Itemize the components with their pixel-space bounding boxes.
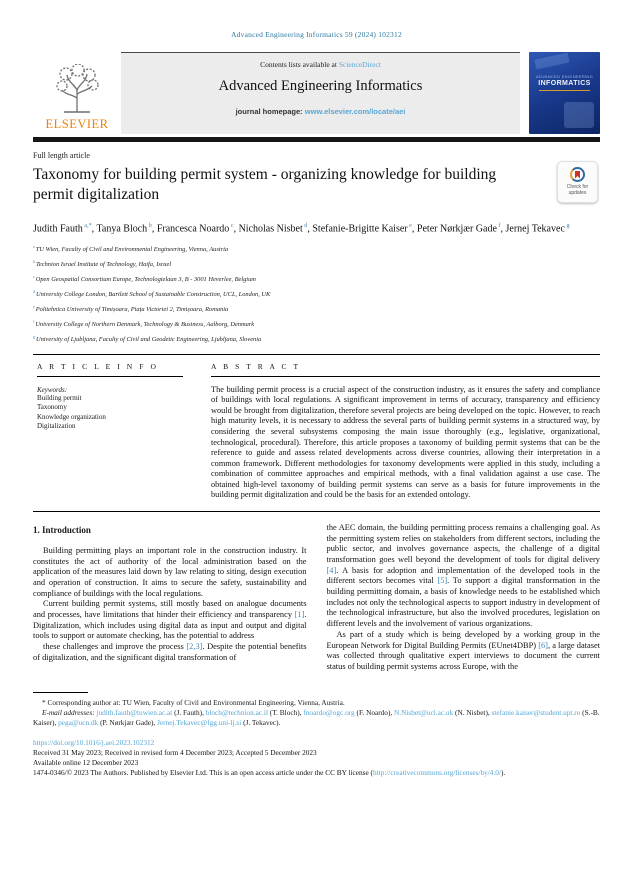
text-segment: Judith Fauth xyxy=(33,223,83,235)
text-segment: University College of Northern Denmark, Technology & Business, Aalborg, Denmark xyxy=(35,321,255,329)
received-dates-line: Received 31 May 2023; Received in revised form 4 December 2023; Accepted 5 December 2023 xyxy=(33,747,317,757)
footnote-block xyxy=(33,692,600,729)
text-segment: g xyxy=(564,222,570,229)
text-segment: d xyxy=(33,289,36,295)
available-online-line: Available online 12 December 2023 xyxy=(33,757,139,767)
text-segment: these challenges and improve the process xyxy=(43,642,187,652)
affiliation-f xyxy=(33,316,600,331)
elsevier-wordmark: ELSEVIER xyxy=(45,117,109,131)
crossmark-icon xyxy=(570,167,585,182)
email-gade[interactable]: pega@ucn.dk xyxy=(58,718,99,728)
text-segment: c xyxy=(33,274,36,280)
text-segment: E-mail addresses: xyxy=(42,707,97,717)
author-list xyxy=(33,218,573,237)
affiliation-c xyxy=(33,271,600,286)
text-segment: (P. Nørkjær Gade), xyxy=(98,718,158,728)
text-segment: e xyxy=(33,304,36,310)
info-abstract-section xyxy=(33,354,600,512)
citation-5[interactable]: [5] xyxy=(437,576,448,586)
text-segment: , Tanya Bloch xyxy=(91,223,148,235)
journal-cover-thumbnail xyxy=(529,52,600,134)
text-segment: University College London, Bartlett School of Sustainable Construction, UCL, London, UK xyxy=(35,291,271,299)
email-fauth[interactable]: judith.fauth@tuwien.ac.at xyxy=(96,707,173,717)
email-kaiser[interactable]: stefanie.kaiser@student.upt.ro xyxy=(491,707,581,717)
email-bloch[interactable]: bloch@technion.ac.il xyxy=(205,707,268,717)
affiliation-d xyxy=(33,286,600,301)
email-noardo[interactable]: fnoardo@ogc.org xyxy=(303,707,355,717)
email-tekavec[interactable]: Jernej.Tekavec@fgg.uni-lj.si xyxy=(157,718,242,728)
cover-art-shape xyxy=(564,102,594,128)
badge-line2: updates xyxy=(568,190,587,196)
text-segment: As part of a study which is being developed by a working group in the European Network for Digital Building Permits (EUnet4DBP) xyxy=(326,629,600,650)
right-column xyxy=(327,523,601,673)
paragraph xyxy=(33,546,307,600)
text-segment: . A basis for adoption and implementation of the developed tools in the different sectors becomes vital xyxy=(326,565,600,586)
bookmark-icon xyxy=(575,171,580,179)
paragraph xyxy=(33,599,307,642)
text-segment: b xyxy=(33,259,36,265)
text-segment: (F. Noardo), xyxy=(354,707,395,717)
citation-6[interactable]: [6] xyxy=(538,640,548,650)
keyword-item: Knowledge organization xyxy=(37,412,106,421)
citation-4[interactable]: [4] xyxy=(326,565,337,575)
section-heading-introduction: 1. Introduction xyxy=(33,524,91,535)
keywords-label: Keywords: xyxy=(37,385,68,394)
cover-title-line2: INFORMATICS xyxy=(538,80,591,87)
elsevier-tree-icon xyxy=(54,64,100,116)
cover-title-line1: ADVANCED ENGINEERING xyxy=(535,74,594,79)
paragraph xyxy=(327,630,601,673)
text-segment: , Peter Nørkjær Gade xyxy=(411,223,497,235)
article-title: Taxonomy for building permit system - organizing knowledge for building permit digitalization xyxy=(33,166,497,203)
text-segment: . Digitalization, which includes using digital data as input and output and digital tools to support or automate checking, has the potential to address xyxy=(33,610,307,641)
text-segment: journal homepage: xyxy=(235,107,305,116)
sciencedirect-link[interactable]: ScienceDirect xyxy=(338,60,381,69)
email-addresses-note xyxy=(33,708,600,729)
text-segment: f xyxy=(33,318,36,324)
affiliation-a xyxy=(33,241,600,256)
text-segment: , a large dataset was collected through qualitative expert interviews to document the current status of building permit systems across Europe, with the xyxy=(326,640,601,671)
text-segment: (S.-B. Kaiser), xyxy=(33,707,600,728)
email-nisbet[interactable]: N.Nisbet@ucl.ac.uk xyxy=(394,707,454,717)
left-column xyxy=(33,523,307,673)
text-segment: (J. Fauth), xyxy=(172,707,206,717)
text-segment: * Corresponding author at: TU Wien, Faculty of Civil and Environmental Engineering, Vienna, Austria. xyxy=(42,697,345,707)
citation-1[interactable]: [1] xyxy=(294,610,305,620)
homepage-link[interactable]: www.elsevier.com/locate/aei xyxy=(304,107,406,116)
contents-available-line xyxy=(121,60,520,69)
text-segment: Technion Israel Institute of Technology, Haifa, Israel xyxy=(35,261,172,269)
text-segment: Current building permit systems, still mostly based on analogue documents and processes, have limitations that hinder their efficiency and transparency xyxy=(33,599,307,620)
journal-title: Advanced Engineering Informatics xyxy=(218,78,423,94)
citation-2-3[interactable]: [2,3] xyxy=(186,642,203,652)
check-updates-label xyxy=(567,184,588,196)
text-segment: , Stefanie-Brigitte Kaiser xyxy=(307,223,408,235)
journal-header xyxy=(33,52,600,134)
text-segment: f xyxy=(496,222,501,229)
keyword-item: Digitalization xyxy=(37,422,76,431)
text-segment: . To support a digital transformation in the building permitting domain, a basis of knowledge needs to be established which includes not only the technological aspects to support industry in development of the technological infrastructure, but also the involved procedures, legislation on different levels and the involvement of various organizations. xyxy=(326,576,600,629)
text-segment: , Jernej Tekavec xyxy=(500,223,565,235)
header-divider-bar xyxy=(33,137,600,142)
article-type-label: Full length article xyxy=(33,151,90,160)
abstract-column xyxy=(211,362,600,501)
doi-link[interactable]: https://doi.org/10.1016/j.aei.2023.102312 xyxy=(33,737,155,747)
abstract-heading: A B S T R A C T xyxy=(211,362,600,377)
affiliation-b xyxy=(33,256,600,271)
badge-line1: Check for xyxy=(566,184,589,190)
keyword-item: Building permit xyxy=(37,393,82,402)
text-segment: b xyxy=(147,222,152,229)
corresponding-author-note xyxy=(33,698,600,708)
running-head-citation: Advanced Engineering Informatics 59 (2024) 102312 xyxy=(231,30,402,39)
body-columns xyxy=(33,523,600,673)
text-segment: a,* xyxy=(82,222,92,229)
text-segment: , Nicholas Nisbet xyxy=(233,223,303,235)
text-segment: c xyxy=(229,222,234,229)
text-segment: d xyxy=(302,222,308,229)
article-info-heading: A R T I C L E I N F O xyxy=(37,362,183,377)
cover-rule xyxy=(539,90,590,91)
text-segment: . Despite the potential benefits of digitalization, and the significant digital transformation of xyxy=(33,642,307,662)
text-segment: ). xyxy=(500,768,506,778)
text-segment: a xyxy=(33,244,36,250)
text-segment: (N. Nisbet), xyxy=(453,707,492,717)
text-segment: (T. Bloch), xyxy=(267,707,304,717)
text-segment: 1474-0346/© 2023 The Authors. Published by Elsevier Ltd. This is an open access article under the CC BY license ( xyxy=(33,768,373,778)
affiliation-g xyxy=(33,331,600,346)
text-segment: University of Ljubljana, Faculty of Civil and Geodetic Engineering, Ljubljana, Slovenia xyxy=(35,335,262,343)
text-segment: Politehnica University of Timișoara, Piața Victoriei 2, Timișoara, Romania xyxy=(35,306,229,314)
text-segment: Contents lists available at xyxy=(260,60,339,69)
text-segment: Open Geospatial Consortium Europe, Technologielaan 3, B - 3001 Heverlee, Belgium xyxy=(35,276,256,284)
issn-license-line xyxy=(33,768,600,778)
elsevier-logo xyxy=(33,52,121,134)
article-first-page xyxy=(0,30,633,778)
journal-banner xyxy=(121,52,520,134)
text-segment: , Francesca Noardo xyxy=(151,223,230,235)
paragraph xyxy=(33,642,307,663)
text-segment: g xyxy=(33,333,36,339)
journal-homepage-line xyxy=(121,107,520,116)
footnote-rule xyxy=(33,692,88,693)
article-info-column xyxy=(33,362,183,501)
keyword-item: Taxonomy xyxy=(37,403,67,412)
text-segment: (J. Tekavec). xyxy=(241,718,281,728)
affiliation-e xyxy=(33,301,600,316)
check-for-updates-badge[interactable] xyxy=(557,161,598,203)
paragraph xyxy=(327,523,601,630)
cc-license-link[interactable]: http://creativecommons.org/licenses/by/4.0/ xyxy=(373,768,501,778)
cover-art-shape xyxy=(534,53,569,70)
affiliation-list xyxy=(33,241,600,345)
abstract-text: The building permit process is a crucial aspect of the construction industry, as it ensures the safety and compliance of buildings with local regulations. A significant improvement in terms of accuracy, transparency and efficiency would be brought from digitalization, therefore several projects are being developed on the topic. However, to reach high maturity levels, it is necessary to address the several parts of building permit systems in a structured way, by considering the several subsystems composing the main issue thoroughly (e.g., legislative, organizational, technological, procedural). Therefore, this article proposes a taxonomy of building permit systems that can be the reference to guide and assess related developments across diverse countries, allowing their interpretation in a common framework. Different methodologies for taxonomy developments were applied in this study, including a combination of committee approaches and empirical methods, with a final validation against a use case. The obtained high-level taxonomy of building permit systems can serve as a basis for future improvements in the building permit digitalization and could be the basis for an extended ontology. xyxy=(211,384,600,500)
text-segment: the AEC domain, the building permitting process remains a challenging goal. As the permitting system relies on stakeholders from different sectors, including the public sector, and involves governance aspects, the challenge of a digital transformation goes well beyond the development of tools for digital delivery xyxy=(326,522,600,564)
text-segment: TU Wien, Faculty of Civil and Environmental Engineering, Vienna, Austria xyxy=(35,246,229,254)
text-segment: e xyxy=(407,222,412,229)
text-segment: Building permitting plays an important role in the construction industry. It constitutes the act of authority of the local administration based on the application of the measures laid down by law relating to siting, design execution and operation of construction. It aims to secure the safety, sustainability and compliance of buildings with the local regulations. xyxy=(33,545,307,598)
